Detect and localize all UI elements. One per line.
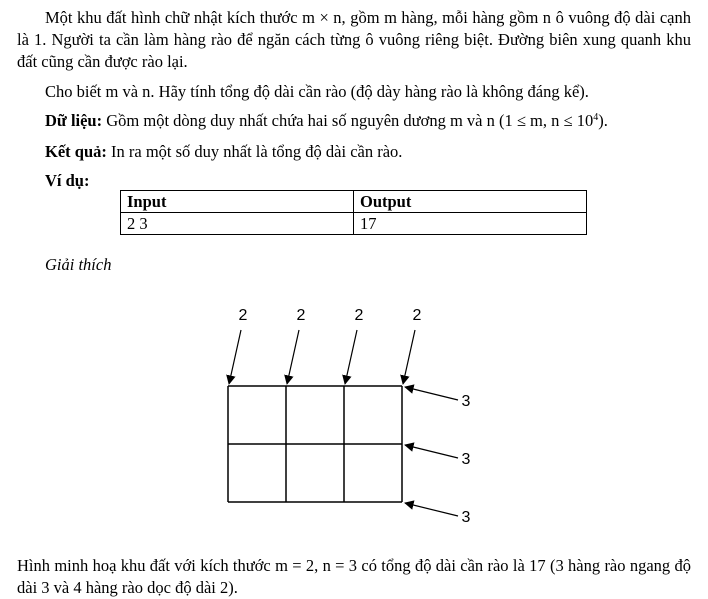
vertical-fence-label: 2 — [296, 307, 306, 324]
input-exponent: 4 — [593, 112, 599, 123]
input-text-end: ). — [598, 111, 608, 130]
output-spec — [17, 141, 691, 163]
figure-caption: Hình minh hoạ khu đất với kích thước m = 2, n = 3 có tổng độ dài cần rào là 17 (3 hàng rào ngang độ dài 3 và 4 hàng rào dọc độ dài 2). — [17, 556, 691, 597]
intro-paragraph: Một khu đất hình chữ nhật kích thước m × n, gồm m hàng, mỗi hàng gồm n ô vuông độ dài cạnh là 1. Người ta cần làm hàng rào để ngăn cách từng ô vuông riêng biệt. Đường biên xung quanh khu đất cũng cần được rào lại. — [17, 8, 691, 71]
vertical-fence-arrow — [345, 330, 357, 384]
vertical-fence-arrow — [229, 330, 241, 384]
example-label: Ví dụ: — [45, 171, 90, 190]
horizontal-fence-label: 3 — [461, 451, 471, 468]
horizontal-fence-label: 3 — [461, 393, 471, 410]
table-header-input: Input — [121, 191, 354, 213]
input-spec — [17, 110, 691, 132]
fence-diagram — [210, 298, 490, 534]
land-grid — [228, 386, 402, 502]
input-label: Dữ liệu: — [45, 111, 103, 130]
table-cell-output: 17 — [354, 213, 587, 235]
vertical-fence-label: 2 — [238, 307, 248, 324]
horizontal-fence-arrow — [405, 445, 458, 458]
output-text: In ra một số duy nhất là tổng độ dài cần rào. — [106, 142, 403, 161]
horizontal-fence-arrow — [405, 387, 458, 400]
explanation-heading: Giải thích — [45, 255, 112, 274]
table-header-row — [121, 191, 587, 213]
horizontal-fence-arrow — [405, 503, 458, 516]
example-table — [120, 190, 587, 235]
vertical-fence-label: 2 — [412, 307, 422, 324]
vertical-fence-arrow — [403, 330, 415, 384]
input-text: Gồm một dòng duy nhất chứa hai số nguyên dương m và n (1 ≤ m, n ≤ 10 — [102, 111, 594, 130]
table-row — [121, 213, 587, 235]
table-cell-input: 2 3 — [121, 213, 354, 235]
table-header-output: Output — [354, 191, 587, 213]
vertical-fence-label: 2 — [354, 307, 364, 324]
vertical-fence-arrow — [287, 330, 299, 384]
horizontal-fence-label: 3 — [461, 509, 471, 526]
output-label: Kết quả: — [45, 142, 107, 161]
task-paragraph: Cho biết m và n. Hãy tính tổng độ dài cần rào (độ dày hàng rào là không đáng kể). — [45, 82, 589, 101]
